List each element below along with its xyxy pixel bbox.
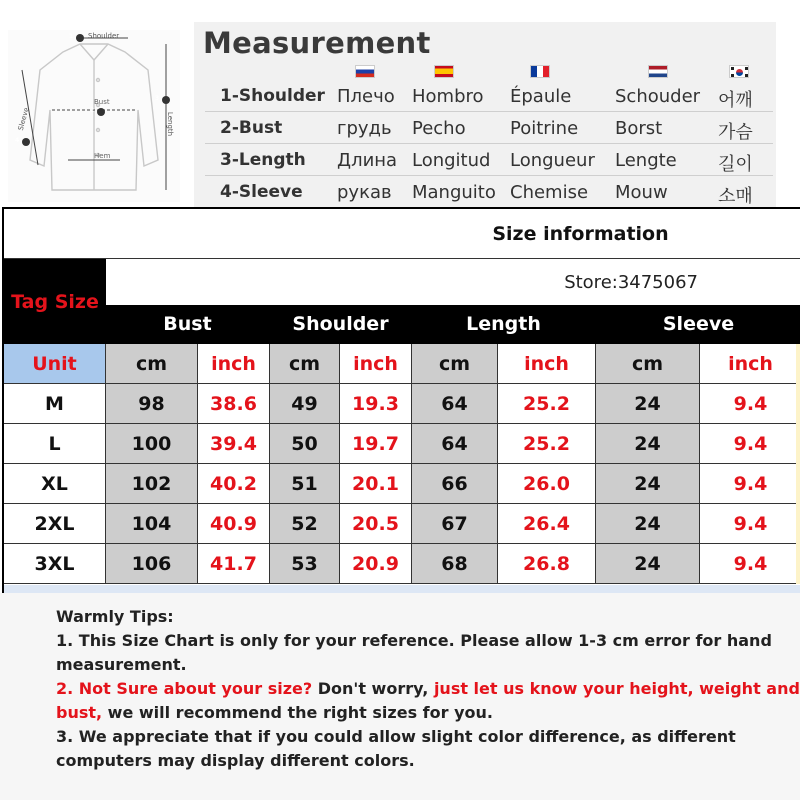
row-label: 3-Length — [220, 150, 306, 170]
group-header-length: Length — [412, 305, 596, 344]
size-value-cell: 20.1 — [340, 464, 412, 504]
unit-cell: cm — [596, 344, 700, 384]
korean-term: 어깨 — [718, 90, 753, 111]
size-value-cell: 52 — [270, 504, 340, 544]
size-value-cell: 26.0 — [498, 464, 596, 504]
size-table — [2, 207, 800, 593]
diagram-label-2: 2 — [90, 107, 95, 114]
size-value-cell: 24 — [596, 424, 700, 464]
size-value-cell: 24 — [596, 504, 700, 544]
diagram-hem-label: Hem — [94, 152, 111, 160]
korean-term: 소매 — [718, 186, 753, 207]
marker-2-icon — [97, 108, 105, 116]
marker-3-icon — [162, 96, 170, 104]
size-value-cell: 98 — [106, 384, 198, 424]
tip-2-number: 2. — [56, 679, 79, 698]
store-number: Store:3475067 — [106, 259, 800, 305]
size-value-cell: 66 — [412, 464, 498, 504]
size-value-cell: 9.4 — [700, 384, 800, 424]
tip-2-reassure: Don't worry, — [312, 679, 434, 698]
size-value-cell: 104 — [106, 504, 198, 544]
edge-strip — [796, 344, 800, 584]
diagram-label-3: 3 — [155, 95, 160, 102]
size-value-cell: 51 — [270, 464, 340, 504]
diagram-label-4: 4 — [15, 137, 20, 144]
korean-term: 가슴 — [718, 122, 753, 143]
diagram-shoulder-label: Shoulder — [88, 32, 120, 40]
size-value-cell: 25.2 — [498, 384, 596, 424]
unit-cell: cm — [106, 344, 198, 384]
row-label: 4-Sleeve — [220, 182, 303, 202]
size-value-cell: 38.6 — [198, 384, 270, 424]
size-value-cell: 106 — [106, 544, 198, 584]
measurement-row-bust — [205, 112, 773, 144]
size-value-cell: 9.4 — [700, 504, 800, 544]
size-value-cell: 50 — [270, 424, 340, 464]
tip-2-question: Not Sure about your size? — [78, 679, 313, 698]
tip-2-bust: bust, — [56, 703, 103, 722]
russian-term: Длина — [337, 150, 398, 171]
spanish-term: Hombro — [412, 86, 484, 107]
diagram-length-label: Length — [166, 111, 175, 137]
spanish-term: Manguito — [412, 182, 496, 203]
tag-size-header: Tag Size — [4, 259, 106, 344]
size-value-cell: 100 — [106, 424, 198, 464]
size-value-cell: 24 — [596, 464, 700, 504]
netherlands-flag-icon — [648, 65, 668, 78]
size-value-cell: 20.9 — [340, 544, 412, 584]
diagram-label-1: 1 — [69, 33, 74, 40]
france-flag-icon — [530, 65, 550, 78]
size-label-cell: 2XL — [4, 504, 106, 544]
diagram-sleeve-label: Sleeve — [16, 106, 31, 132]
unit-cell: inch — [340, 344, 412, 384]
size-value-cell: 24 — [596, 384, 700, 424]
korea-flag-icon — [729, 65, 749, 78]
size-value-cell: 19.7 — [340, 424, 412, 464]
size-value-cell: 26.8 — [498, 544, 596, 584]
size-value-cell: 19.3 — [340, 384, 412, 424]
marker-4-icon — [22, 138, 30, 146]
dutch-term: Lengte — [615, 150, 677, 171]
tips-heading: Warmly Tips: — [56, 607, 174, 626]
french-term: Longueur — [510, 150, 595, 171]
dutch-term: Mouw — [615, 182, 668, 203]
size-info-title: Size information — [4, 209, 800, 259]
measurement-section — [0, 0, 800, 207]
unit-label-cell: Unit — [4, 344, 106, 384]
tip-2-line-2 — [56, 703, 493, 722]
size-value-cell: 26.4 — [498, 504, 596, 544]
group-header-bust: Bust — [106, 305, 270, 344]
size-value-cell: 102 — [106, 464, 198, 504]
size-value-cell: 9.4 — [700, 424, 800, 464]
measurement-row-length — [205, 144, 773, 176]
size-value-cell: 40.2 — [198, 464, 270, 504]
group-header-sleeve: Sleeve — [596, 305, 800, 344]
tip-2-line-1 — [56, 679, 800, 698]
size-value-cell: 53 — [270, 544, 340, 584]
measurement-row-sleeve — [205, 176, 773, 208]
size-value-cell: 39.4 — [198, 424, 270, 464]
size-value-cell: 67 — [412, 504, 498, 544]
size-label-cell: M — [4, 384, 106, 424]
tip-3-line-2: computers may display different colors. — [56, 751, 415, 770]
size-value-cell: 24 — [596, 544, 700, 584]
french-term: Épaule — [510, 86, 572, 107]
size-value-cell: 68 — [412, 544, 498, 584]
shirt-diagram-icon — [8, 30, 180, 202]
measurement-row-shoulder — [205, 80, 773, 112]
unit-cell: inch — [700, 344, 800, 384]
diagram-bust-label: Bust — [94, 98, 110, 106]
russia-flag-icon — [355, 65, 375, 78]
dutch-term: Schouder — [615, 86, 701, 107]
size-value-cell: 40.9 — [198, 504, 270, 544]
tip-3-line-1: 3. We appreciate that if you could allow slight color difference, as different — [56, 727, 736, 746]
tip-1-line-1: 1. This Size Chart is only for your reference. Please allow 1-3 cm error for hand — [56, 631, 772, 650]
size-label-cell: 3XL — [4, 544, 106, 584]
unit-cell: inch — [498, 344, 596, 384]
unit-cell: inch — [198, 344, 270, 384]
marker-1-icon — [76, 34, 84, 42]
shirt-diagram — [8, 30, 180, 202]
tip-1-line-2: measurement. — [56, 655, 187, 674]
russian-term: грудь — [337, 118, 392, 139]
french-term: Chemise — [510, 182, 589, 203]
spanish-term: Longitud — [412, 150, 491, 171]
russian-term: рукав — [337, 182, 392, 203]
row-label: 1-Shoulder — [220, 86, 325, 106]
size-value-cell: 64 — [412, 384, 498, 424]
group-header-shoulder: Shoulder — [270, 305, 412, 344]
size-label-cell: XL — [4, 464, 106, 504]
tip-2-request: just let us know your height, weight and — [433, 679, 800, 698]
size-value-cell: 25.2 — [498, 424, 596, 464]
size-value-cell: 64 — [412, 424, 498, 464]
french-term: Poitrine — [510, 118, 579, 139]
size-label-cell: L — [4, 424, 106, 464]
size-value-cell: 41.7 — [198, 544, 270, 584]
russian-term: Плечо — [337, 86, 395, 107]
size-value-cell: 20.5 — [340, 504, 412, 544]
unit-cell: cm — [412, 344, 498, 384]
measurement-title: Measurement — [203, 26, 431, 60]
korean-term: 길이 — [718, 154, 753, 175]
dutch-term: Borst — [615, 118, 663, 139]
spain-flag-icon — [434, 65, 454, 78]
size-value-cell: 9.4 — [700, 464, 800, 504]
tips-section — [0, 593, 800, 800]
row-label: 2-Bust — [220, 118, 283, 138]
size-value-cell: 49 — [270, 384, 340, 424]
unit-cell: cm — [270, 344, 340, 384]
spanish-term: Pecho — [412, 118, 466, 139]
size-value-cell: 9.4 — [700, 544, 800, 584]
tip-2-recommend: we will recommend the right sizes for you. — [102, 703, 493, 722]
